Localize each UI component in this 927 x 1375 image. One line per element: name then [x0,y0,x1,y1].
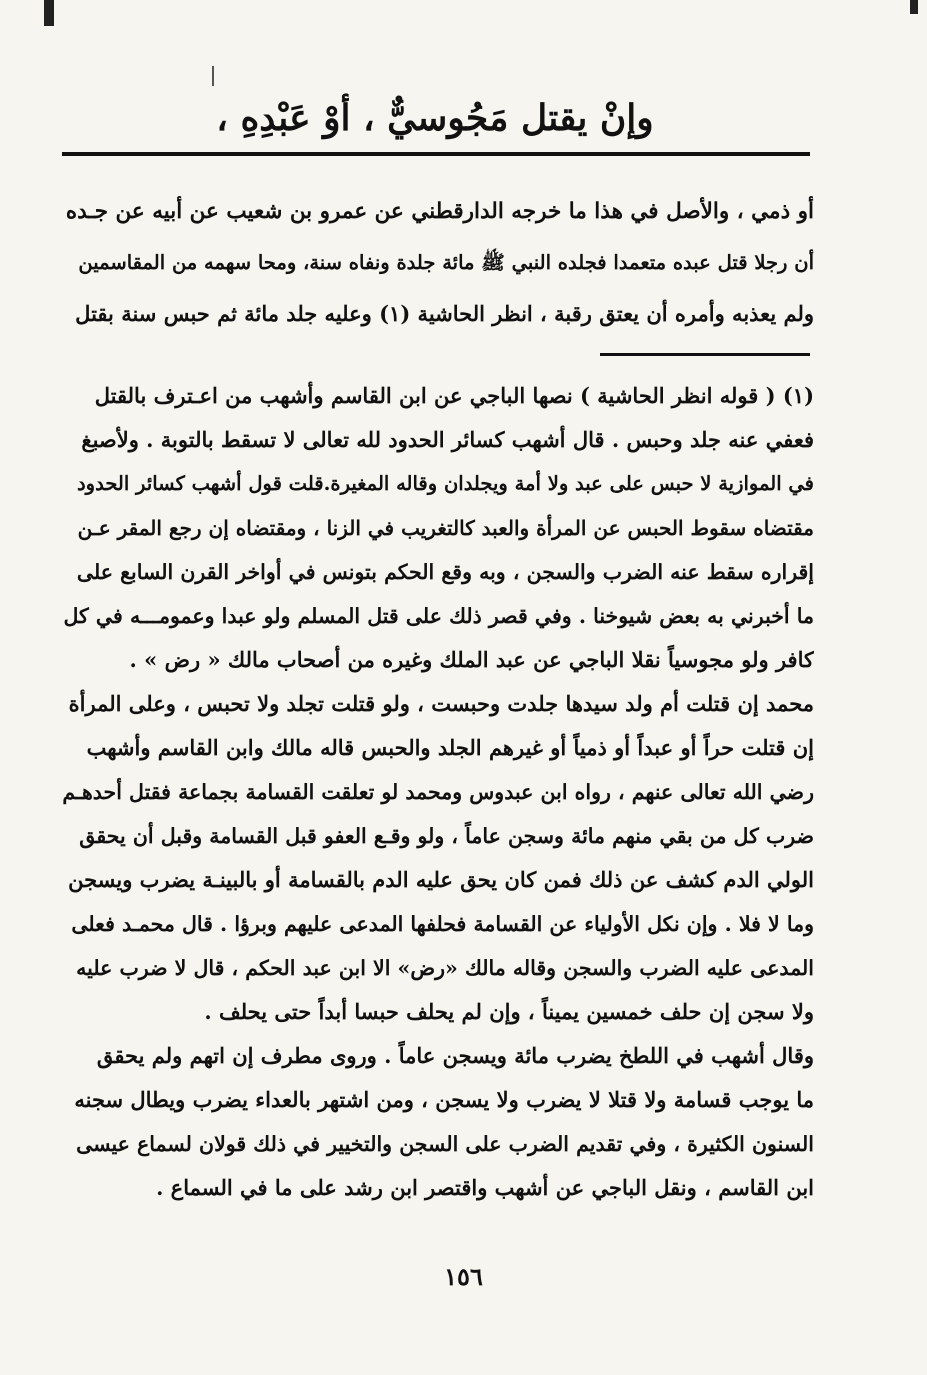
footnote-line: ما أخبرني به بعض شيوخنا . وفي قصر ذلك على قتل المسلم ولو عبدا وعمومـــه في كل [63,604,814,628]
footnote-line: ابن القاسم ، ونقل الباجي عن أشهب واقتصر ابن رشد على ما في السماع . [156,1175,814,1200]
footnote-line: المدعى عليه الضرب والسجن وقاله مالك «رض» الا ابن عبد الحكم ، قال لا ضرب عليه [76,956,814,980]
scan-edge-mark [44,0,54,26]
footnote-line: (١) ( قوله انظر الحاشية ) نصها الباجي عن ابن القاسم وأشهب من اعـترف بالقتل [94,383,814,408]
footnote-line: وما لا فلا . وإن نكل الأولياء عن القسامة فحلفها المدعى عليهم وبرؤا . قال محمـد فعلى [71,912,814,936]
footnote-line: السنون الكثيرة ، وفي تقديم الضرب على السجن والتخيير في ذلك قولان لسماع عيسى [76,1132,814,1156]
footnote-line: إقراره سقط عنه الضرب والسجن ، وبه وقع الحكم بتونس في أواخر القرن السابع على [76,560,814,584]
main-text-line: أن رجلا قتل عبده متعمدا فجلده النبي ﷺ مائة جلدة ونفاه سنة، ومحا سهمه من المقاسمين [78,251,814,274]
footnote-line: إن قتلت حراً أو عبداً أو ذمياً أو غيرهم الجلد والحبس قاله مالك وابن القاسم وأشهب [86,735,814,760]
footnote-line: في الموازية لا حبس على عبد ولا أمة ويجلدان وقاله المغيرة.قلت قول أشهب كسائر الحدود [76,472,814,495]
footnote-line: ولا سجن إن حلف خمسين يميناً ، وإن لم يحلف حبسا أبداً حتى يحلف . [204,999,814,1024]
footnote-line: وقال أشهب في اللطخ يضرب مائة ويسجن عاماً . وروى مطرف إن اتهم ولم يحقق [96,1043,814,1068]
footnote-line: رضي الله تعالى عنهم ، رواه ابن عبدوس ومحمد لو تعلقت القسامة بجماعة فقتل أحدهـم [62,780,814,804]
header-rule [62,152,810,156]
footnote-line: فعفي عنه جلد وحبس . قال أشهب كسائر الحدود لله تعالى لا تسقط بالتوبة . ولأصبغ [81,427,814,452]
scan-speck [212,66,214,86]
footnote-line: محمد إن قتلت أم ولد سيدها جلدت وحبست ، ولو قتلت تجلد ولا تحبس ، وعلى المرأة [68,691,814,716]
page-number: ١٥٦ [444,1262,483,1291]
main-text [62,186,814,339]
footnote [62,374,814,1210]
scan-edge-mark [910,0,918,14]
running-header [60,90,810,146]
footnote-line: ما يوجب قسامة ولا قتلا لا يضرب ولا يسجن ، ومن اشتهر بالعداء يضرب ويطال سجنه [74,1087,814,1112]
main-text-line: أو ذمي ، والأصل في هذا ما خرجه الدارقطني عن عمرو بن شعيب عن أبيه عن جـده [65,199,814,224]
footnote-line: ضرب كل من بقي منهم مائة وسجن عاماً ، ولو وقـع العفو قبل القسامة وقبل أن يحقق [79,824,814,848]
footnote-line: الولي الدم كشف عن ذلك فمن كان يحق عليه الدم بالقسامة أو بالبينـة يضرب ويسجن [68,867,814,892]
header-title: وإنْ يقتل مَجُوسيٌّ ، أوْ عَبْدِهِ ، [216,97,654,139]
footnote-line: كافر ولو مجوسياً نقلا الباجي عن عبد الملك وغيره من أصحاب مالك « رض » . [129,647,814,672]
footnote-separator [600,353,810,356]
main-text-line: ولم يعذبه وأمره أن يعتق رقبة ، انظر الحاشية (١) وعليه جلد مائة ثم حبس سنة بقتل [75,301,814,326]
footnote-line: مقتضاه سقوط الحبس عن المرأة والعبد كالتغريب في الزنا ، ومقتضاه إن رجع المقر عـن [77,516,814,540]
